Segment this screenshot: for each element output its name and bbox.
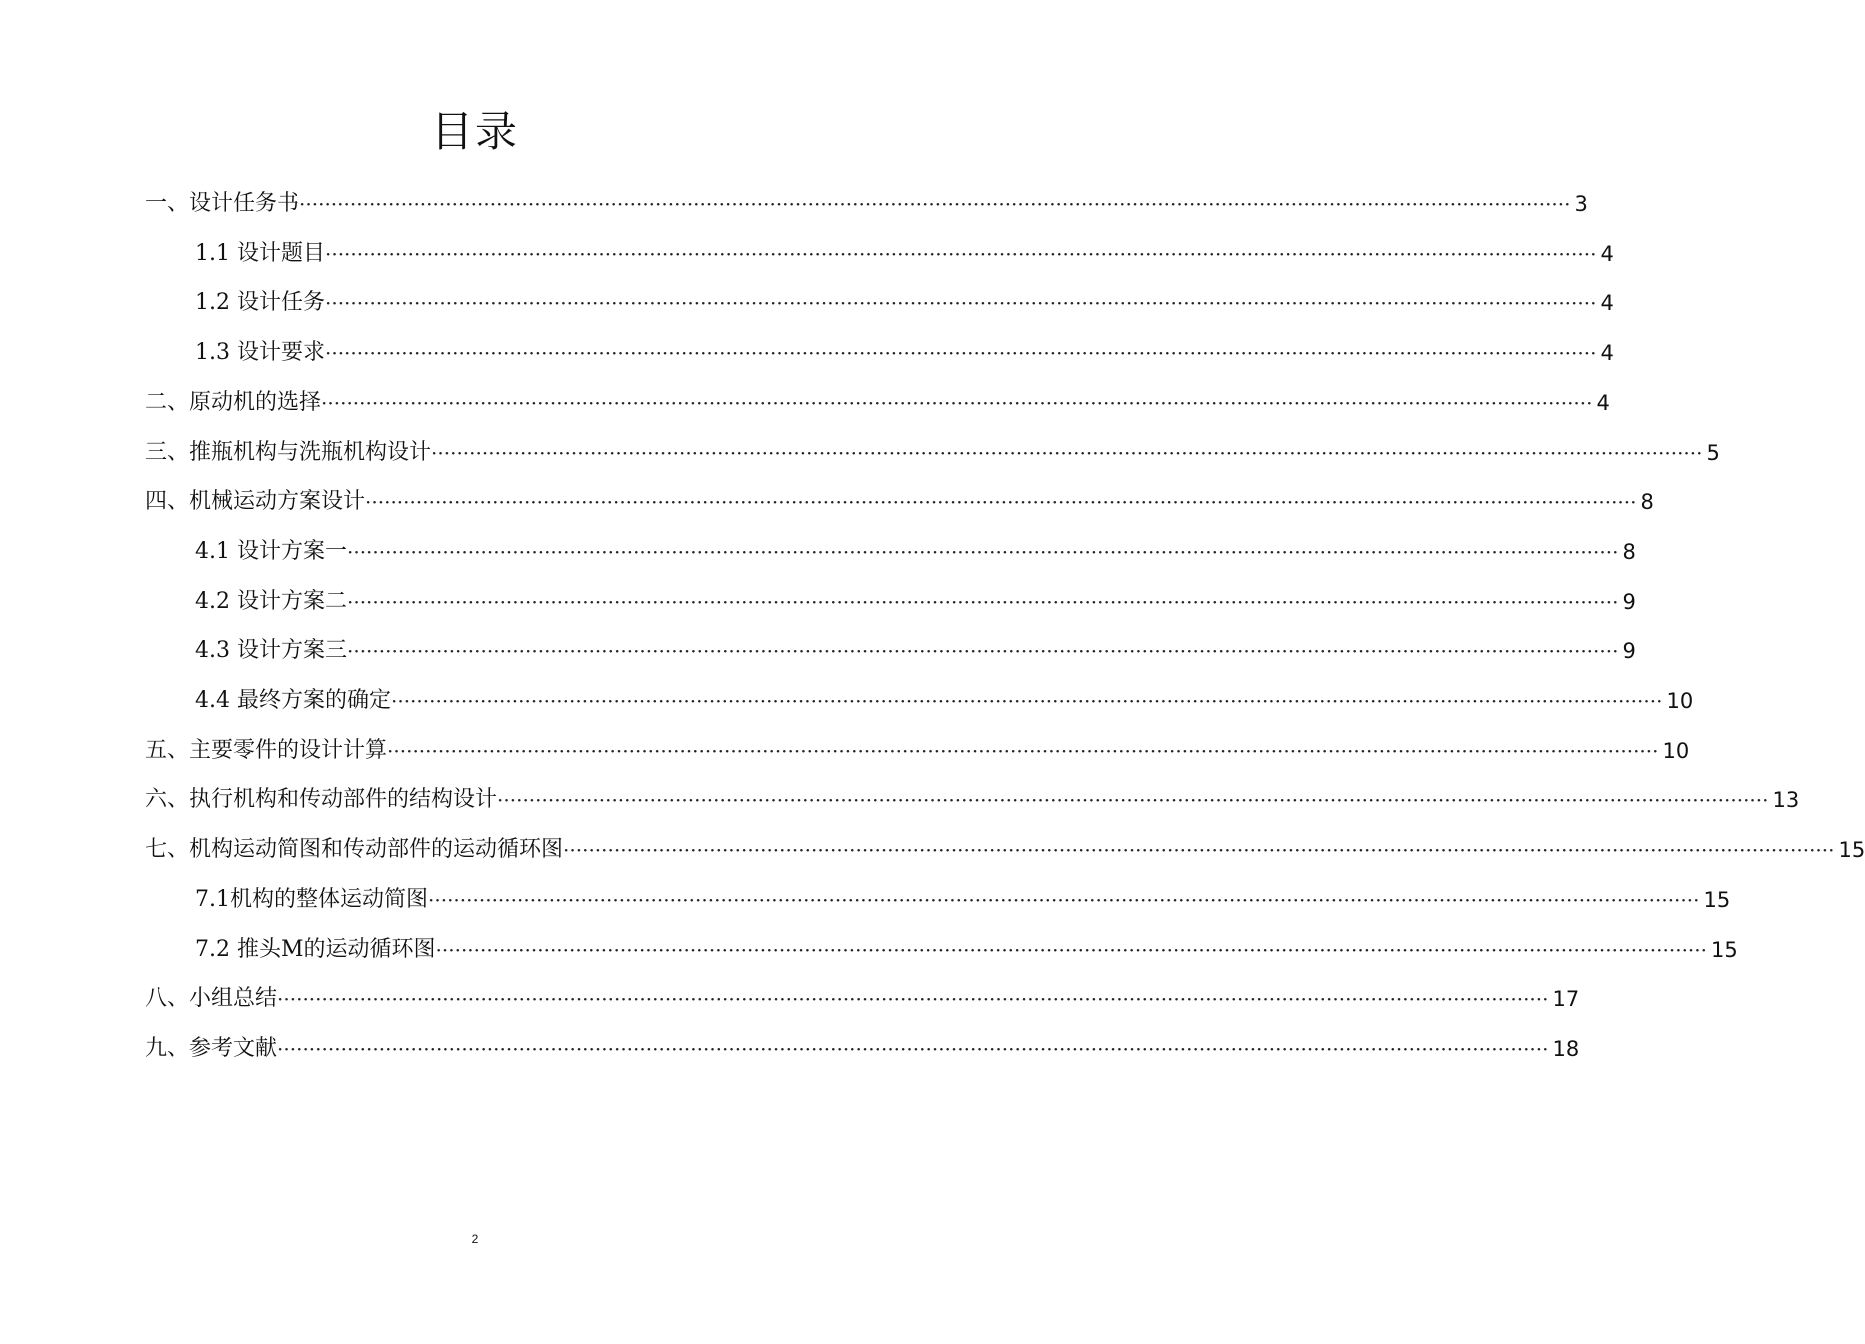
toc-leader-dots: ········································································································································································································ bbox=[435, 937, 1707, 962]
toc-entry-label: 一、设计任务书 bbox=[145, 191, 300, 216]
toc-leader-dots: ········································································································································································································ bbox=[365, 490, 1637, 515]
toc-entry-page: 3 bbox=[1574, 192, 1588, 216]
toc-entry[interactable] bbox=[195, 930, 1738, 970]
toc-entry[interactable] bbox=[145, 979, 1580, 1019]
toc-entry[interactable] bbox=[145, 184, 1588, 224]
toc-entry-page: 17 bbox=[1552, 987, 1580, 1012]
toc-leader-dots: ········································································································································································································ bbox=[324, 291, 1597, 316]
toc-entry[interactable] bbox=[195, 532, 1636, 572]
toc-entry[interactable] bbox=[145, 830, 1865, 870]
toc-entry-label: 4.2 设计方案二 bbox=[195, 588, 347, 614]
toc-entry-page: 4 bbox=[1596, 390, 1610, 415]
toc-entry-label: 四、机械运动方案设计 bbox=[145, 489, 366, 515]
toc-entry[interactable] bbox=[145, 383, 1610, 423]
toc-entry-label: 1.1 设计题目 bbox=[195, 240, 325, 266]
toc-leader-dots: ········································································································································································································ bbox=[299, 192, 1571, 216]
toc-entry[interactable] bbox=[195, 333, 1614, 373]
toc-entry[interactable] bbox=[195, 283, 1614, 323]
toc-leader-dots: ········································································································································································································ bbox=[324, 241, 1597, 266]
toc-entry-label: 4.4 最终方案的确定 bbox=[195, 688, 391, 713]
toc-leader-dots: ········································································································································································································ bbox=[387, 738, 1659, 763]
toc-entry[interactable] bbox=[195, 582, 1636, 622]
toc-leader-dots: ········································································································································································································ bbox=[431, 440, 1703, 465]
toc-entry[interactable] bbox=[195, 880, 1731, 920]
toc-leader-dots: ········································································································································································································ bbox=[428, 887, 1700, 912]
toc-leader-dots: ········································································································································································································ bbox=[321, 390, 1593, 415]
toc-entry-label: 1.3 设计要求 bbox=[195, 340, 325, 366]
toc-entry-page: 4 bbox=[1600, 291, 1614, 316]
toc-entry-page: 8 bbox=[1640, 490, 1654, 515]
toc-entry-label: 7.1机构的整体运动简图 bbox=[195, 886, 428, 912]
toc-leader-dots: ········································································································································································································ bbox=[497, 788, 1769, 813]
toc-entry-page: 13 bbox=[1772, 788, 1800, 813]
toc-entry[interactable] bbox=[145, 433, 1720, 473]
toc-leader-dots: ········································································································································································································ bbox=[563, 838, 1835, 863]
toc-entry[interactable] bbox=[195, 681, 1694, 721]
toc-entry[interactable] bbox=[195, 631, 1636, 671]
toc-entry-page: 9 bbox=[1622, 639, 1636, 664]
toc-entry-label: 九、参考文献 bbox=[145, 1035, 278, 1061]
toc-entry-page: 9 bbox=[1622, 589, 1636, 614]
toc-leader-dots: ········································································································································································································ bbox=[324, 341, 1597, 366]
toc-entry[interactable] bbox=[145, 780, 1800, 820]
toc-entry[interactable] bbox=[145, 731, 1690, 771]
toc-leader-dots: ········································································································································································································ bbox=[346, 639, 1619, 664]
toc-entry-label: 4.1 设计方案一 bbox=[195, 538, 347, 564]
toc-entry-page: 4 bbox=[1600, 241, 1614, 266]
toc-entry-label: 7.2 推头M的运动循环图 bbox=[195, 936, 436, 962]
toc-entry-page: 5 bbox=[1706, 440, 1720, 465]
toc-leader-dots: ········································································································································································································ bbox=[277, 1036, 1549, 1061]
toc-entry-label: 七、机构运动简图和传动部件的运动循环图 bbox=[145, 837, 564, 863]
toc-entry-label: 五、主要零件的设计计算 bbox=[145, 737, 388, 763]
toc-leader-dots: ········································································································································································································ bbox=[346, 539, 1619, 564]
toc-entry-page: 10 bbox=[1662, 738, 1690, 763]
toc-entry-page: 8 bbox=[1622, 539, 1636, 564]
toc-entry-page: 15 bbox=[1711, 937, 1738, 962]
page-number: 2 bbox=[471, 1232, 479, 1246]
toc-leader-dots: ········································································································································································································ bbox=[346, 589, 1619, 614]
toc-entry-label: 六、执行机构和传动部件的结构设计 bbox=[145, 787, 498, 813]
toc-leader-dots: ········································································································································································································ bbox=[277, 987, 1549, 1012]
toc-entry-label: 二、原动机的选择 bbox=[145, 389, 322, 415]
toc-entry-page: 18 bbox=[1552, 1036, 1580, 1061]
page-title: 目录 bbox=[430, 107, 519, 156]
toc-entry-label: 4.3 设计方案三 bbox=[195, 638, 347, 664]
toc-entry[interactable] bbox=[195, 234, 1614, 274]
toc-entry[interactable] bbox=[145, 1029, 1580, 1069]
toc-leader-dots: ········································································································································································································ bbox=[390, 689, 1663, 713]
toc-entry-label: 八、小组总结 bbox=[145, 986, 278, 1012]
toc-entry-label: 三、推瓶机构与洗瓶机构设计 bbox=[145, 439, 432, 465]
toc-entry-page: 15 bbox=[1703, 887, 1731, 912]
toc-entry[interactable] bbox=[145, 482, 1654, 522]
toc-entry-page: 4 bbox=[1600, 341, 1614, 366]
toc-entry-label: 1.2 设计任务 bbox=[195, 290, 325, 316]
toc-entry-page: 10 bbox=[1666, 689, 1694, 713]
toc-entry-page: 15 bbox=[1838, 838, 1865, 863]
